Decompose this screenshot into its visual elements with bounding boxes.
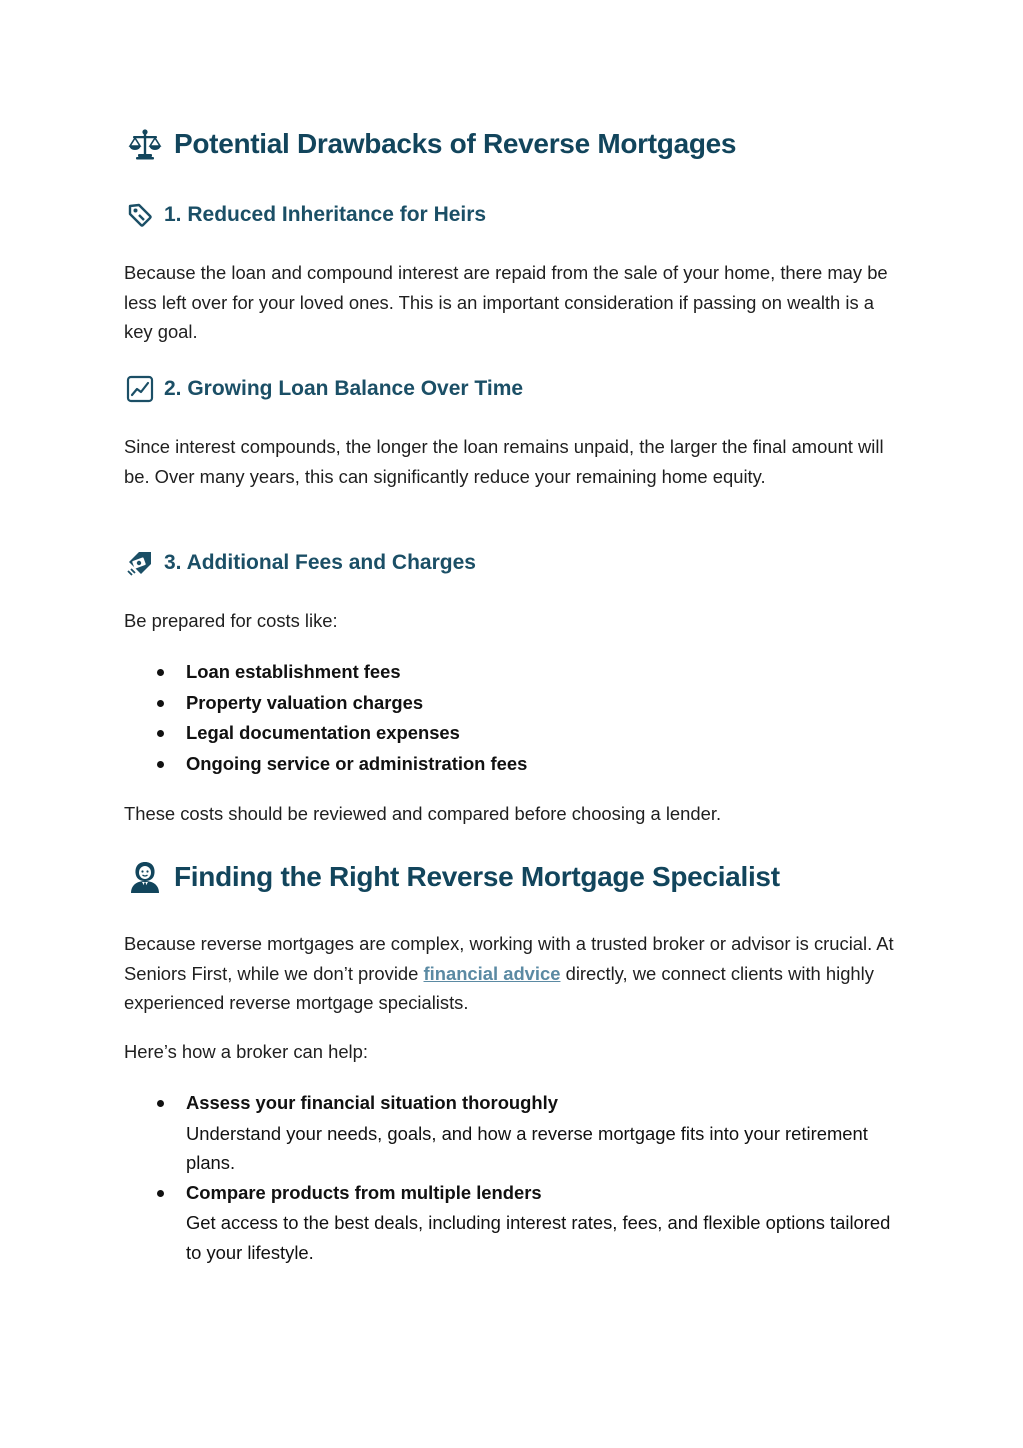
list-item: Property valuation charges xyxy=(124,688,896,719)
list-item: Legal documentation expenses xyxy=(124,718,896,749)
item3-heading xyxy=(126,549,476,577)
specialist-title: Finding the Right Reverse Mortgage Specialist xyxy=(174,861,780,892)
fees-list xyxy=(124,657,896,779)
item1-heading xyxy=(126,201,486,229)
item3-intro: Be prepared for costs like: xyxy=(124,610,338,631)
help-intro: Here’s how a broker can help: xyxy=(124,1041,368,1062)
point-detail: Get access to the best deals, including interest rates, fees, and flexible options tailored to your lifestyle. xyxy=(186,1212,891,1263)
list-item xyxy=(124,1088,896,1178)
financial-advice-link[interactable]: financial advice xyxy=(423,962,561,984)
drawbacks-heading xyxy=(128,127,736,161)
item2-heading xyxy=(126,375,523,403)
money-tag-icon xyxy=(126,549,154,577)
item3-outro: These costs should be reviewed and compared before choosing a lender. xyxy=(124,803,722,824)
item2-title: 2. Growing Loan Balance Over Time xyxy=(164,377,524,400)
list-item: Ongoing service or administration fees xyxy=(124,749,896,780)
item1-title: 1. Reduced Inheritance for Heirs xyxy=(164,203,487,226)
point-title: Assess your financial situation thoroughly xyxy=(186,1092,558,1113)
chart-up-icon xyxy=(126,375,154,403)
specialist-heading xyxy=(128,860,780,894)
broker-help-list xyxy=(124,1088,896,1267)
point-detail: Understand your needs, goals, and how a reverse mortgage fits into your retirement plans. xyxy=(186,1122,868,1173)
balance-scale-icon xyxy=(128,127,162,161)
point-title: Compare products from multiple lenders xyxy=(186,1181,542,1203)
item1-body: Because the loan and compound interest are repaid from the sale of your home, there may be less left over for your loved ones. This is an important consideration if passing on wealth is a key goal. xyxy=(124,262,888,342)
tag-icon xyxy=(126,201,154,229)
list-item xyxy=(124,1178,896,1268)
advisor-icon xyxy=(128,860,162,894)
specialist-body: Because reverse mortgages are complex, working with a trusted broker or advisor is crucial. At Seniors First, while we don’t provide financial advice directly, we connect clients with highly experienced reverse mortgage specialists. xyxy=(124,933,894,1013)
list-item: Loan establishment fees xyxy=(124,657,896,688)
drawbacks-title: Potential Drawbacks of Reverse Mortgages xyxy=(174,128,737,159)
item2-body: Since interest compounds, the longer the loan remains unpaid, the larger the final amount will be. Over many years, this can significantly reduce your remaining home equity. xyxy=(124,436,884,487)
item3-title: 3. Additional Fees and Charges xyxy=(164,551,476,574)
